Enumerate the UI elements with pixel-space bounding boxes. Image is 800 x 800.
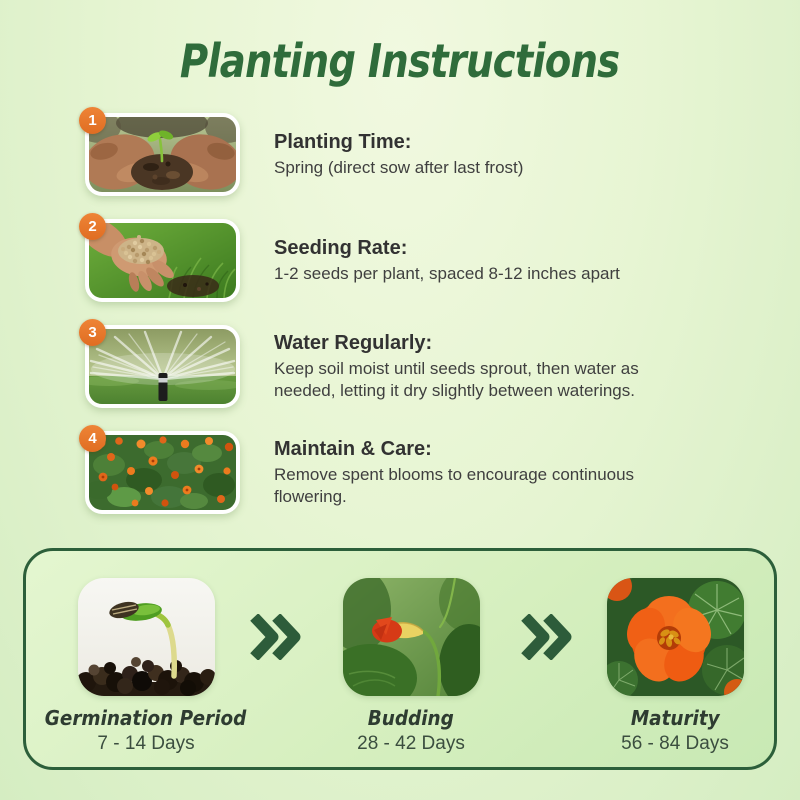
step-body: Spring (direct sow after last frost) [274,158,524,178]
step-heading: Seeding Rate: [274,237,408,260]
flower-field-photo [89,435,236,510]
stage-budding [291,578,531,755]
growth-timeline-panel [23,548,777,770]
hands-holding-soil-photo [89,117,236,192]
step-number-badge: 3 [79,319,106,346]
step-heading: Planting Time: [274,131,412,154]
step-photo-frame [85,219,240,302]
sprinkler-photo [89,329,236,404]
seedling-sprouting-photo [78,578,215,696]
step-text-block [274,437,674,508]
step-body: Remove spent blooms to encourage continuous flowering. [274,465,635,506]
header [0,34,800,88]
stage-duration: 7 - 14 Days [97,733,195,754]
stage-label: Germination Period [45,706,247,730]
step-photo-frame [85,325,240,408]
stage-maturity [555,578,795,755]
hand-scattering-seeds-photo [89,223,236,298]
step-heading: Water Regularly: [274,332,433,355]
step-number-badge: 4 [79,425,106,452]
step-text-block [274,236,620,285]
step-row-maintain-care [85,431,674,514]
step-photo-frame [85,113,240,196]
step-number-badge: 1 [79,107,106,134]
step-number-badge: 2 [79,213,106,240]
step-row-water-regularly [85,325,674,408]
stage-photo [78,578,215,696]
step-body: Keep soil moist until seeds sprout, then water as needed, letting it dry slightly between waterings. [274,359,639,400]
stage-germination [26,578,266,755]
planting-steps-list [85,113,674,537]
stage-duration: 56 - 84 Days [621,733,729,754]
orange-flower-photo [607,578,744,696]
flower-bud-photo [343,578,480,696]
step-text-block [274,331,674,402]
stage-label: Maturity [630,706,720,730]
step-photo-frame [85,431,240,514]
step-heading: Maintain & Care: [274,438,432,461]
stage-photo [343,578,480,696]
stage-photo [607,578,744,696]
step-body: 1-2 seeds per plant, spaced 8-12 inches apart [274,264,620,284]
step-text-block [274,130,523,179]
stage-label: Budding [367,706,455,730]
stage-duration: 28 - 42 Days [357,733,465,754]
page-title: Planting Instructions [180,34,620,88]
step-row-seeding-rate [85,219,674,302]
step-row-planting-time [85,113,674,196]
